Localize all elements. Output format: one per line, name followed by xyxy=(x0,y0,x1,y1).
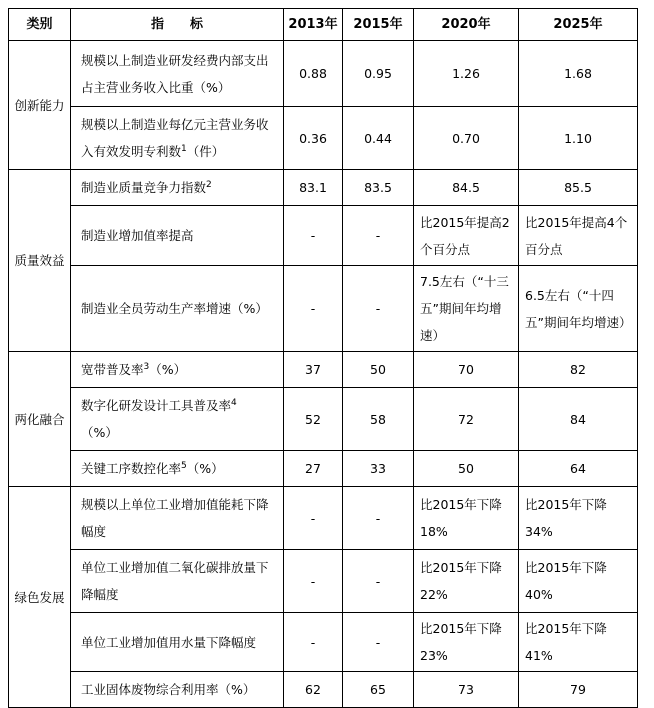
indicator-cell xyxy=(71,451,284,487)
table-row xyxy=(9,206,638,266)
table-row xyxy=(9,451,638,487)
value-2025: 84 xyxy=(519,388,638,451)
indicator-superscript: 2 xyxy=(206,179,212,190)
indicator-cell xyxy=(71,388,284,451)
header-2015: 2015年 xyxy=(343,9,414,41)
value-2013: 52 xyxy=(284,388,343,451)
table-row xyxy=(9,550,638,613)
value-2013: - xyxy=(284,487,343,550)
value-2025: 64 xyxy=(519,451,638,487)
indicator-text: 单位工业增加值用水量下降幅度 xyxy=(81,634,257,650)
value-2013: 37 xyxy=(284,352,343,388)
value-2020: 73 xyxy=(414,672,519,708)
value-2020: 比2015年下降23% xyxy=(414,613,519,672)
table-row xyxy=(9,170,638,206)
indicator-superscript: 5 xyxy=(181,460,187,471)
value-2025: 1.68 xyxy=(519,41,638,107)
value-2015: - xyxy=(343,613,414,672)
value-2020: 84.5 xyxy=(414,170,519,206)
value-2020: 7.5左右（“十三五”期间年均增速） xyxy=(414,266,519,352)
indicator-cell xyxy=(71,206,284,266)
indicator-text: 规模以上单位工业增加值能耗下降幅度 xyxy=(81,497,269,539)
indicator-superscript: 1 xyxy=(181,143,187,154)
indicator-superscript: 4 xyxy=(231,397,237,408)
table-row xyxy=(9,613,638,672)
table-row xyxy=(9,107,638,170)
indicator-text-suffix: （%） xyxy=(186,461,224,476)
indicator-text: 数字化研发设计工具普及率 xyxy=(81,398,232,413)
value-2015: - xyxy=(343,487,414,550)
indicators-table xyxy=(8,8,638,708)
table-row xyxy=(9,487,638,550)
table-row xyxy=(9,266,638,352)
value-2020: 70 xyxy=(414,352,519,388)
header-indicator: 指 标 xyxy=(71,9,284,41)
indicator-cell xyxy=(71,487,284,550)
value-2015: 50 xyxy=(343,352,414,388)
header-category: 类别 xyxy=(9,9,71,41)
value-2013: - xyxy=(284,206,343,266)
value-2013: - xyxy=(284,550,343,613)
indicator-cell xyxy=(71,41,284,107)
indicator-text: 工业固体废物综合利用率（%） xyxy=(81,682,256,697)
value-2025: 比2015年下降34% xyxy=(519,487,638,550)
value-2025: 82 xyxy=(519,352,638,388)
value-2025: 比2015年下降40% xyxy=(519,550,638,613)
indicator-text: 宽带普及率 xyxy=(81,362,144,377)
indicator-cell xyxy=(71,170,284,206)
indicator-text: 制造业增加值率提高 xyxy=(81,228,194,243)
value-2015: 0.95 xyxy=(343,41,414,107)
value-2025: 85.5 xyxy=(519,170,638,206)
value-2015: - xyxy=(343,550,414,613)
category-cell-integration: 两化融合 xyxy=(9,352,71,487)
value-2015: 33 xyxy=(343,451,414,487)
value-2025: 79 xyxy=(519,672,638,708)
value-2025: 比2015年下降41% xyxy=(519,613,638,672)
value-2015: - xyxy=(343,266,414,352)
category-cell-quality: 质量效益 xyxy=(9,170,71,352)
indicator-cell xyxy=(71,550,284,613)
value-2013: 62 xyxy=(284,672,343,708)
value-2013: 0.88 xyxy=(284,41,343,107)
indicator-text-suffix: （%） xyxy=(81,425,118,440)
value-2025: 比2015年提高4个百分点 xyxy=(519,206,638,266)
value-2013: - xyxy=(284,613,343,672)
header-2025: 2025年 xyxy=(519,9,638,41)
table-row xyxy=(9,672,638,708)
indicator-superscript: 3 xyxy=(143,361,150,372)
table-row xyxy=(9,41,638,107)
header-2020: 2020年 xyxy=(414,9,519,41)
table-row xyxy=(9,388,638,451)
value-2020: 比2015年提高2个百分点 xyxy=(414,206,519,266)
value-2015: 83.5 xyxy=(343,170,414,206)
header-2013: 2013年 xyxy=(284,9,343,41)
value-2025: 6.5左右（“十四五”期间年均增速） xyxy=(519,266,638,352)
header-row xyxy=(9,9,638,41)
value-2015: - xyxy=(343,206,414,266)
indicator-text: 规模以上制造业研发经费内部支出占主营业务收入比重（%） xyxy=(81,52,269,95)
value-2020: 1.26 xyxy=(414,41,519,107)
value-2013: 83.1 xyxy=(284,170,343,206)
indicator-cell xyxy=(71,672,284,708)
indicator-text: 制造业质量竞争力指数 xyxy=(81,180,207,195)
value-2020: 50 xyxy=(414,451,519,487)
indicator-text-suffix: （%） xyxy=(149,362,187,377)
value-2015: 58 xyxy=(343,388,414,451)
value-2015: 0.44 xyxy=(343,107,414,170)
category-cell-innovation: 创新能力 xyxy=(9,41,71,170)
indicator-text: 关键工序数控化率 xyxy=(81,461,182,476)
indicator-text: 制造业全员劳动生产率增速（%） xyxy=(81,301,268,316)
value-2015: 65 xyxy=(343,672,414,708)
value-2020: 0.70 xyxy=(414,107,519,170)
value-2013: - xyxy=(284,266,343,352)
table-row xyxy=(9,352,638,388)
value-2020: 比2015年下降18% xyxy=(414,487,519,550)
indicator-text-suffix: （件） xyxy=(186,144,225,159)
value-2013: 27 xyxy=(284,451,343,487)
indicator-cell xyxy=(71,613,284,672)
value-2013: 0.36 xyxy=(284,107,343,170)
value-2020: 比2015年下降22% xyxy=(414,550,519,613)
indicator-text: 单位工业增加值二氧化碳排放量下降幅度 xyxy=(81,560,269,602)
indicator-text: 规模以上制造业每亿元主营业务收入有效发明专利数 xyxy=(81,117,269,159)
indicator-cell xyxy=(71,266,284,352)
indicator-cell xyxy=(71,352,284,388)
value-2025: 1.10 xyxy=(519,107,638,170)
value-2020: 72 xyxy=(414,388,519,451)
category-cell-green: 绿色发展 xyxy=(9,487,71,708)
indicator-cell xyxy=(71,107,284,170)
